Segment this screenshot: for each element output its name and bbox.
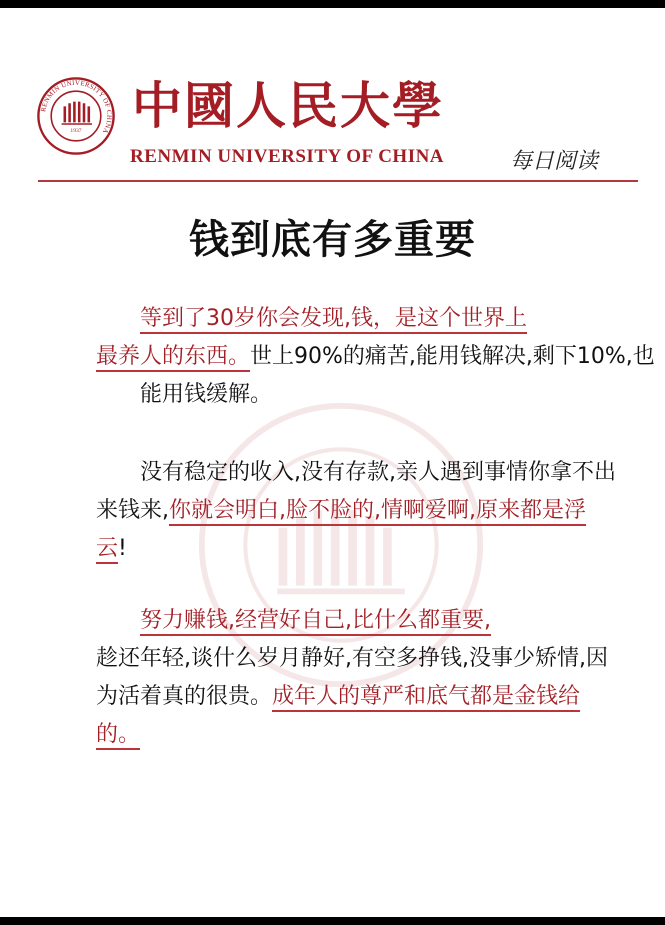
body-text: 没有稳定的收入,没有存款,亲人遇到事情你拿不出来钱来, xyxy=(96,460,616,523)
university-name-english: RENMIN UNIVERSITY OF CHINA xyxy=(130,146,445,167)
highlight-text: 你就会明白,脸不脸的,情啊爱啊,原来都是浮云 xyxy=(96,498,586,564)
paragraph-3 xyxy=(96,602,616,754)
column-label: 每日阅读 xyxy=(510,149,599,174)
svg-text:1937: 1937 xyxy=(70,128,82,134)
university-seal-icon xyxy=(36,76,116,156)
header-divider xyxy=(38,180,638,182)
body-text: 世上90%的痛苦,能用钱解决,剩下10%,也能用钱缓解。 xyxy=(140,344,655,407)
university-name-chinese: 中國人民大學 xyxy=(132,76,444,135)
article-title: 钱到底有多重要 xyxy=(189,217,476,263)
body-text: 趁还年轻,谈什么岁月静好,有空多挣钱,没事少矫情,因为活着真的很贵。 xyxy=(96,646,608,709)
highlight-text: 成年人的尊严和底气都是金钱给的。 xyxy=(96,684,580,750)
paragraph-1 xyxy=(96,300,660,414)
highlight-text: 最养人的东西。 xyxy=(96,344,250,372)
paragraph-2 xyxy=(96,454,616,568)
highlight-text: 等到了30岁你会发现,钱，是这个世界上 xyxy=(140,306,527,334)
body-text: ! xyxy=(118,536,127,561)
article-sheet xyxy=(0,8,665,917)
highlight-text: 努力赚钱,经营好自己,比什么都重要, xyxy=(140,608,491,636)
svg-text:RENMIN UNIVERSITY OF CHINA: RENMIN UNIVERSITY OF CHINA xyxy=(40,79,113,135)
